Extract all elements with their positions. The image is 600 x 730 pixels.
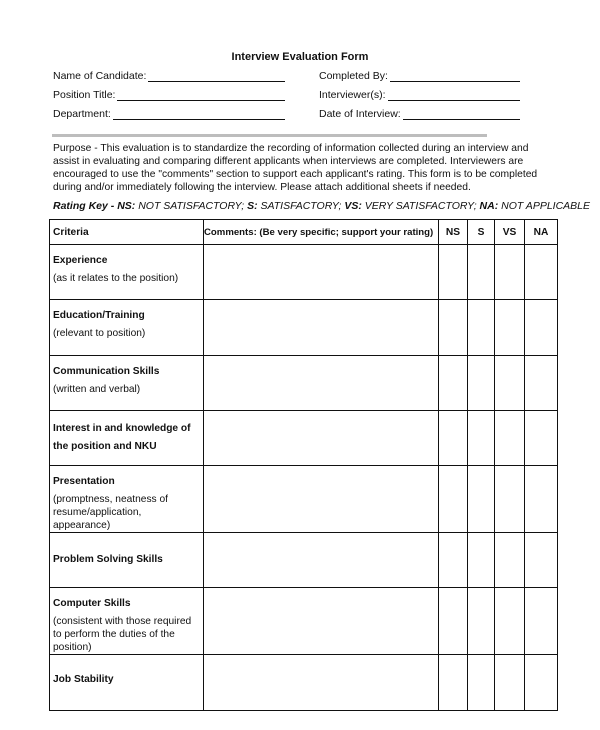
criteria-subtext: (promptness, neatness of resume/application, appearance) xyxy=(53,494,168,531)
candidate-name-label: Name of Candidate: xyxy=(53,70,147,82)
criteria-name: Problem Solving Skills xyxy=(53,554,163,565)
comments-cell[interactable] xyxy=(204,533,439,588)
criteria-cell xyxy=(50,588,204,655)
table-row xyxy=(50,588,558,655)
criteria-subtext: (relevant to position) xyxy=(53,328,146,339)
completed-by-field[interactable] xyxy=(319,70,520,82)
ns-cell[interactable] xyxy=(439,300,468,356)
comments-cell[interactable] xyxy=(204,245,439,300)
table-row xyxy=(50,466,558,533)
vs-cell[interactable] xyxy=(495,245,525,300)
rating-key-vs-code: VS: xyxy=(344,200,362,212)
comments-cell[interactable] xyxy=(204,588,439,655)
rating-key-prefix: Rating Key - xyxy=(53,200,118,212)
rating-key-na-code: NA: xyxy=(479,200,499,212)
rating-key xyxy=(53,200,591,212)
criteria-name: Experience xyxy=(53,255,108,266)
criteria-name: Communication Skills xyxy=(53,366,160,377)
table-row xyxy=(50,655,558,711)
position-title-label: Position Title: xyxy=(53,89,116,101)
criteria-cell xyxy=(50,655,204,711)
criteria-cell xyxy=(50,466,204,533)
na-cell[interactable] xyxy=(525,245,558,300)
table-row xyxy=(50,300,558,356)
rating-key-vs-text: VERY SATISFACTORY; xyxy=(361,200,480,212)
s-header: S xyxy=(468,220,495,245)
criteria-subtext: (consistent with those required to perform the duties of the position) xyxy=(53,616,192,653)
completed-by-line[interactable] xyxy=(390,71,520,82)
s-cell[interactable] xyxy=(468,533,495,588)
na-cell[interactable] xyxy=(525,411,558,466)
na-cell[interactable] xyxy=(525,300,558,356)
ns-header: NS xyxy=(439,220,468,245)
criteria-cell xyxy=(50,356,204,411)
criteria-cell xyxy=(50,533,204,588)
criteria-name: Presentation xyxy=(53,476,115,487)
interview-date-line[interactable] xyxy=(403,109,520,120)
s-cell[interactable] xyxy=(468,466,495,533)
na-cell[interactable] xyxy=(525,356,558,411)
s-cell[interactable] xyxy=(468,655,495,711)
vs-cell[interactable] xyxy=(495,356,525,411)
rating-key-na-text: NOT APPLICABLE xyxy=(498,200,591,212)
table-row xyxy=(50,533,558,588)
interview-date-label: Date of Interview: xyxy=(319,108,401,120)
purpose-text: Purpose - This evaluation is to standardize the recording of information collected during an interview and assist in evaluating and comparing different applicants when interviews are completed. Interviewers are encouraged to use the "comments" section to support each applicant's rating. This form is to be completed during and/or immediately following the interview. Please attach additional sheets if needed. xyxy=(53,143,538,193)
criteria-subtext: (written and verbal) xyxy=(53,384,141,395)
na-cell[interactable] xyxy=(525,655,558,711)
table-row xyxy=(50,356,558,411)
rating-key-s-text: SATISFACTORY; xyxy=(257,200,345,212)
ns-cell[interactable] xyxy=(439,466,468,533)
rating-key-ns-text: NOT SATISFACTORY; xyxy=(135,200,248,212)
ns-cell[interactable] xyxy=(439,533,468,588)
na-header: NA xyxy=(525,220,558,245)
criteria-name: Computer Skills xyxy=(53,598,131,609)
criteria-cell xyxy=(50,411,204,466)
s-cell[interactable] xyxy=(468,245,495,300)
completed-by-label: Completed By: xyxy=(319,70,388,82)
interviewers-label: Interviewer(s): xyxy=(319,89,386,101)
s-cell[interactable] xyxy=(468,300,495,356)
criteria-cell xyxy=(50,245,204,300)
comments-cell[interactable] xyxy=(204,466,439,533)
comments-cell[interactable] xyxy=(204,356,439,411)
position-title-field[interactable] xyxy=(53,89,285,101)
comments-cell[interactable] xyxy=(204,300,439,356)
department-label: Department: xyxy=(53,108,111,120)
vs-cell[interactable] xyxy=(495,588,525,655)
criteria-subtext: (as it relates to the position) xyxy=(53,273,179,284)
vs-cell[interactable] xyxy=(495,300,525,356)
comments-header: Comments: (Be very specific; support your rating) xyxy=(204,220,439,245)
rating-key-ns-code: NS: xyxy=(117,200,136,212)
comments-cell[interactable] xyxy=(204,411,439,466)
candidate-name-line[interactable] xyxy=(148,71,285,82)
criteria-header: Criteria xyxy=(50,220,204,245)
vs-cell[interactable] xyxy=(495,466,525,533)
vs-header: VS xyxy=(495,220,525,245)
comments-cell[interactable] xyxy=(204,655,439,711)
interviewers-field[interactable] xyxy=(319,89,520,101)
header-divider xyxy=(52,134,487,137)
criteria-cell xyxy=(50,300,204,356)
vs-cell[interactable] xyxy=(495,655,525,711)
ns-cell[interactable] xyxy=(439,588,468,655)
s-cell[interactable] xyxy=(468,356,495,411)
interview-date-field[interactable] xyxy=(319,108,520,120)
vs-cell[interactable] xyxy=(495,411,525,466)
interviewers-line[interactable] xyxy=(388,90,520,101)
department-field[interactable] xyxy=(53,108,285,120)
position-title-line[interactable] xyxy=(117,90,285,101)
ns-cell[interactable] xyxy=(439,356,468,411)
s-cell[interactable] xyxy=(468,411,495,466)
na-cell[interactable] xyxy=(525,533,558,588)
na-cell[interactable] xyxy=(525,588,558,655)
evaluation-table xyxy=(49,219,558,711)
table-row xyxy=(50,411,558,466)
criteria-name: Interest in and knowledge of the position and NKU xyxy=(53,423,191,452)
s-cell[interactable] xyxy=(468,588,495,655)
candidate-name-field[interactable] xyxy=(53,70,285,82)
rating-key-s-code: S: xyxy=(247,200,258,212)
department-line[interactable] xyxy=(113,109,285,120)
ns-cell[interactable] xyxy=(439,655,468,711)
criteria-name: Education/Training xyxy=(53,310,145,321)
vs-cell[interactable] xyxy=(495,533,525,588)
criteria-name: Job Stability xyxy=(53,674,114,685)
ns-cell[interactable] xyxy=(439,411,468,466)
table-row xyxy=(50,245,558,300)
form-title: Interview Evaluation Form xyxy=(231,51,369,63)
table-header-row xyxy=(50,220,558,245)
na-cell[interactable] xyxy=(525,466,558,533)
ns-cell[interactable] xyxy=(439,245,468,300)
